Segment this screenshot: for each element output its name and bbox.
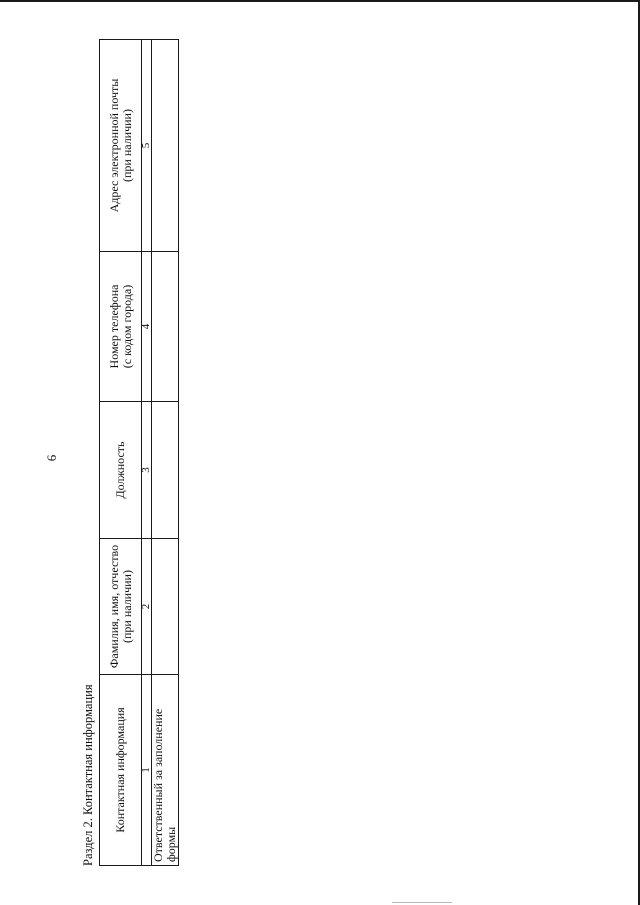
section-title: Раздел 2. Контактная информация [81,684,95,866]
cell-phone [152,252,179,402]
scan-edge-top [0,0,640,2]
table-row [152,40,179,866]
column-number: 3 [142,402,152,539]
page-number: 6 [44,454,59,462]
column-number-row [142,40,152,866]
table-header-row [100,40,142,866]
header-contact-info: Контактная информация [100,675,142,866]
column-number: 5 [142,40,152,252]
header-full-name: Фамилия, имя, отчество (при наличии) [100,539,142,675]
header-phone: Номер телефона (с кодом города) [100,252,142,402]
contact-info-table [99,39,179,866]
cell-email [152,40,179,252]
header-email: Адрес электронной почты (при наличии) [100,40,142,252]
scan-artifact [392,902,452,903]
header-position: Должность [100,402,142,539]
column-number: 2 [142,539,152,675]
row-label-responsible: Ответственный за заполнение формы [152,675,179,866]
cell-full-name [152,539,179,675]
cell-position [152,402,179,539]
column-number: 4 [142,252,152,402]
rotated-content [79,40,178,866]
column-number: 1 [142,675,152,866]
